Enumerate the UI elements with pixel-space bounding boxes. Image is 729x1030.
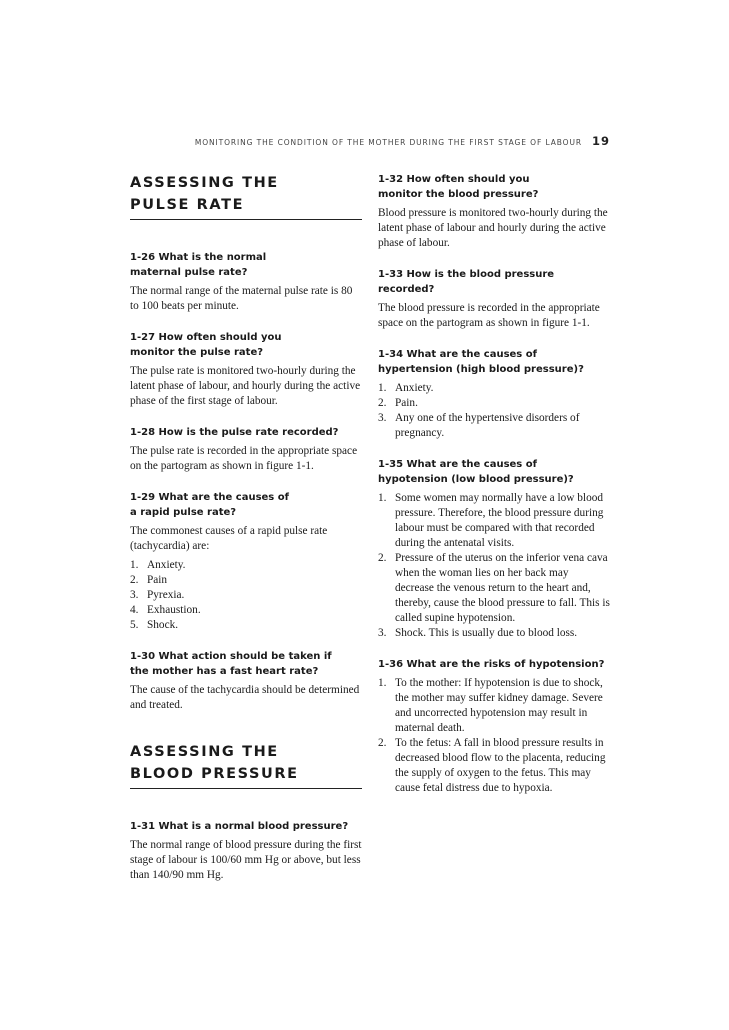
running-title: MONITORING THE CONDITION OF THE MOTHER DURING THE FIRST STAGE OF LABOUR bbox=[194, 138, 582, 147]
answer-1-32: Blood pressure is monitored two-hourly during the latent phase of labour and hourly during the active phase of labour. bbox=[378, 207, 608, 249]
list-item: 1. Anxiety. bbox=[378, 382, 434, 394]
answer-1-26: The normal range of the maternal pulse rate is 80 to 100 beats per minute. bbox=[130, 285, 353, 312]
list-item: 2. Pain bbox=[130, 574, 168, 586]
qa-1-36 bbox=[378, 657, 610, 796]
list-item: 1. To the mother: If hypotension is due to shock, the mother may suffer kidney damage. Severe and uncorrected hypotension may result in maternal death. bbox=[378, 677, 603, 734]
list-item: 2. Pain. bbox=[378, 397, 418, 409]
qa-1-30 bbox=[130, 649, 362, 713]
list-item: 4. Exhaustion. bbox=[130, 604, 201, 616]
list-item: 3. Pyrexia. bbox=[130, 589, 185, 601]
list-item: 5. Shock. bbox=[130, 619, 179, 631]
list-item: 2. To the fetus: A fall in blood pressure results in decreased blood flow to the placenta, reducing the supply of oxygen to the fetus. This may cause fetal distress due to hypoxia. bbox=[378, 737, 606, 794]
list-hypotension-risks bbox=[378, 676, 610, 796]
question-1-28: 1-28 How is the pulse rate recorded? bbox=[130, 427, 339, 438]
question-1-30: 1-30 What action should be taken if the mother has a fast heart rate? bbox=[130, 651, 332, 677]
left-column bbox=[130, 172, 362, 883]
question-1-31: 1-31 What is a normal blood pressure? bbox=[130, 821, 349, 832]
answer-1-28: The pulse rate is recorded in the appropriate space on the partogram as shown in figure 1-1. bbox=[130, 445, 358, 472]
qa-1-28 bbox=[130, 425, 362, 474]
qa-1-35 bbox=[378, 457, 610, 641]
answer-1-30: The cause of the tachycardia should be determined and treated. bbox=[130, 684, 360, 711]
question-1-36: 1-36 What are the risks of hypotension? bbox=[378, 659, 605, 670]
page-number: 19 bbox=[591, 134, 610, 148]
right-column bbox=[378, 172, 610, 796]
section-title-pulse-rate: ASSESSING THE PULSE RATE bbox=[130, 172, 362, 220]
section-blood-pressure bbox=[130, 741, 362, 789]
question-1-33: 1-33 How is the blood pressure recorded? bbox=[378, 269, 555, 295]
list-hypertension-causes bbox=[378, 381, 610, 441]
qa-1-34 bbox=[378, 347, 610, 441]
qa-1-32 bbox=[378, 172, 610, 251]
answer-1-29: The commonest causes of a rapid pulse rate (tachycardia) are: bbox=[130, 525, 328, 552]
qa-1-26 bbox=[130, 250, 362, 314]
question-1-35: 1-35 What are the causes of hypotension (low blood pressure)? bbox=[378, 459, 574, 485]
running-header bbox=[0, 132, 610, 150]
list-item: 2. Pressure of the uterus on the inferior vena cava when the woman lies on her back may decrease the venous return to the heart and, thereby, cause the blood pressure to fall. This is called supine hypotension. bbox=[378, 552, 610, 624]
answer-1-27: The pulse rate is monitored two-hourly during the latent phase of labour, and hourly during the active phase of the first stage of labour. bbox=[130, 365, 361, 407]
question-1-32: 1-32 How often should you monitor the blood pressure? bbox=[378, 174, 539, 200]
qa-1-27 bbox=[130, 330, 362, 409]
answer-1-33: The blood pressure is recorded in the appropriate space on the partogram as shown in figure 1-1. bbox=[378, 302, 600, 329]
section-pulse-rate bbox=[130, 172, 362, 220]
list-item: 1. Anxiety. bbox=[130, 559, 186, 571]
question-1-34: 1-34 What are the causes of hypertension (high blood pressure)? bbox=[378, 349, 584, 375]
qa-1-31 bbox=[130, 819, 362, 883]
list-item: 3. Any one of the hypertensive disorders of pregnancy. bbox=[378, 412, 580, 439]
answer-1-31: The normal range of blood pressure during the first stage of labour is 100/60 mm Hg or above, but less than 140/90 mm Hg. bbox=[130, 839, 362, 881]
list-item: 1. Some women may normally have a low blood pressure. Therefore, the blood pressure during labour must be compared with that recorded during the antenatal visits. bbox=[378, 492, 604, 549]
question-1-29: 1-29 What are the causes of a rapid pulse rate? bbox=[130, 492, 289, 518]
question-1-26: 1-26 What is the normal maternal pulse rate? bbox=[130, 252, 267, 278]
list-item: 3. Shock. This is usually due to blood loss. bbox=[378, 627, 578, 639]
list-hypotension-causes bbox=[378, 491, 610, 641]
qa-1-33 bbox=[378, 267, 610, 331]
question-1-27: 1-27 How often should you monitor the pulse rate? bbox=[130, 332, 282, 358]
list-tachycardia-causes bbox=[130, 558, 362, 633]
qa-1-29 bbox=[130, 490, 362, 633]
section-title-blood-pressure: ASSESSING THE BLOOD PRESSURE bbox=[130, 741, 362, 789]
